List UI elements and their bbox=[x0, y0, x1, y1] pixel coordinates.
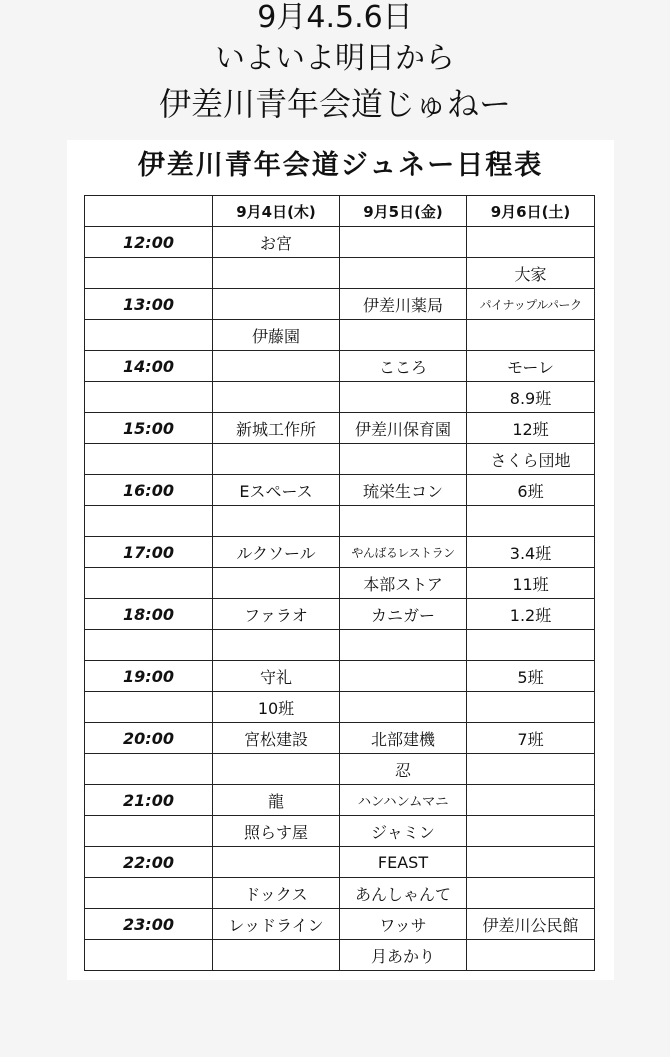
schedule-cell-day-2 bbox=[340, 506, 467, 537]
schedule-cell-day-3: パイナップルパーク bbox=[467, 289, 595, 320]
announcement-subtitle: いよいよ明日から bbox=[215, 41, 455, 76]
schedule-cell-day-1 bbox=[213, 351, 340, 382]
schedule-cell-day-2 bbox=[340, 630, 467, 661]
schedule-cell-day-1: お宮 bbox=[213, 227, 340, 258]
table-row bbox=[85, 413, 595, 444]
table-row bbox=[85, 754, 595, 785]
schedule-cell-day-2 bbox=[340, 320, 467, 351]
time-cell bbox=[85, 940, 213, 971]
schedule-cell-day-2: 本部ストア bbox=[340, 568, 467, 599]
schedule-cell-day-1: 新城工作所 bbox=[213, 413, 340, 444]
table-row bbox=[85, 878, 595, 909]
table-row bbox=[85, 258, 595, 289]
time-cell bbox=[85, 816, 213, 847]
announcement-event-name: 伊差川青年会道じゅねー bbox=[158, 85, 511, 123]
time-cell bbox=[85, 506, 213, 537]
schedule-cell-day-3: 6班 bbox=[467, 475, 595, 506]
schedule-cell-day-2: ハンハンムマニ bbox=[340, 785, 467, 816]
schedule-cell-day-2 bbox=[340, 661, 467, 692]
time-cell: 20:00 bbox=[85, 723, 213, 754]
time-cell bbox=[85, 878, 213, 909]
schedule-cell-day-2 bbox=[340, 258, 467, 289]
schedule-cell-day-1: 伊藤園 bbox=[213, 320, 340, 351]
header-day-3: 9月6日(土) bbox=[467, 196, 595, 227]
header-day-2: 9月5日(金) bbox=[340, 196, 467, 227]
schedule-cell-day-2 bbox=[340, 444, 467, 475]
table-row bbox=[85, 537, 595, 568]
schedule-cell-day-3: さくら団地 bbox=[467, 444, 595, 475]
time-cell: 19:00 bbox=[85, 661, 213, 692]
schedule-cell-day-3: 1.2班 bbox=[467, 599, 595, 630]
schedule-cell-day-2: 月あかり bbox=[340, 940, 467, 971]
schedule-cell-day-1: ファラオ bbox=[213, 599, 340, 630]
time-cell bbox=[85, 568, 213, 599]
schedule-cell-day-2: やんばるレストラン bbox=[340, 537, 467, 568]
schedule-cell-day-1 bbox=[213, 847, 340, 878]
table-row bbox=[85, 940, 595, 971]
schedule-cell-day-1: Eスペース bbox=[213, 475, 340, 506]
schedule-cell-day-3: 伊差川公民館 bbox=[467, 909, 595, 940]
time-cell bbox=[85, 258, 213, 289]
time-cell: 17:00 bbox=[85, 537, 213, 568]
schedule-cell-day-3 bbox=[467, 816, 595, 847]
schedule-cell-day-2: ジャミン bbox=[340, 816, 467, 847]
schedule-cell-day-1 bbox=[213, 382, 340, 413]
schedule-cell-day-2: FEAST bbox=[340, 847, 467, 878]
schedule-cell-day-1 bbox=[213, 754, 340, 785]
schedule-cell-day-3 bbox=[467, 847, 595, 878]
table-row bbox=[85, 568, 595, 599]
schedule-cell-day-1: ルクソール bbox=[213, 537, 340, 568]
schedule-title: 伊差川青年会道ジュネー日程表 bbox=[137, 150, 544, 181]
table-row bbox=[85, 382, 595, 413]
schedule-table bbox=[84, 195, 595, 971]
schedule-cell-day-2: あんしゃんて bbox=[340, 878, 467, 909]
time-cell bbox=[85, 754, 213, 785]
header-corner-cell bbox=[85, 196, 213, 227]
schedule-cell-day-3 bbox=[467, 320, 595, 351]
schedule-cell-day-1: 宮松建設 bbox=[213, 723, 340, 754]
schedule-cell-day-2: 忍 bbox=[340, 754, 467, 785]
time-cell: 16:00 bbox=[85, 475, 213, 506]
schedule-cell-day-2: ワッサ bbox=[340, 909, 467, 940]
table-row bbox=[85, 909, 595, 940]
time-cell: 18:00 bbox=[85, 599, 213, 630]
time-cell: 23:00 bbox=[85, 909, 213, 940]
schedule-cell-day-2 bbox=[340, 382, 467, 413]
table-row bbox=[85, 847, 595, 878]
time-cell: 14:00 bbox=[85, 351, 213, 382]
schedule-cell-day-1: 龍 bbox=[213, 785, 340, 816]
schedule-cell-day-1 bbox=[213, 258, 340, 289]
schedule-cell-day-2 bbox=[340, 227, 467, 258]
schedule-cell-day-2 bbox=[340, 692, 467, 723]
schedule-cell-day-3 bbox=[467, 630, 595, 661]
schedule-cell-day-2: こころ bbox=[340, 351, 467, 382]
table-row bbox=[85, 785, 595, 816]
schedule-cell-day-3: 7班 bbox=[467, 723, 595, 754]
table-row bbox=[85, 506, 595, 537]
schedule-cell-day-2: 伊差川薬局 bbox=[340, 289, 467, 320]
schedule-body bbox=[85, 227, 595, 971]
schedule-cell-day-1: レッドライン bbox=[213, 909, 340, 940]
schedule-cell-day-3: モーレ bbox=[467, 351, 595, 382]
table-row bbox=[85, 444, 595, 475]
table-row bbox=[85, 599, 595, 630]
schedule-cell-day-1: ドックス bbox=[213, 878, 340, 909]
schedule-cell-day-1 bbox=[213, 940, 340, 971]
schedule-cell-day-2: カニガー bbox=[340, 599, 467, 630]
schedule-cell-day-2: 伊差川保育園 bbox=[340, 413, 467, 444]
schedule-cell-day-3: 大家 bbox=[467, 258, 595, 289]
table-row bbox=[85, 289, 595, 320]
time-cell: 21:00 bbox=[85, 785, 213, 816]
table-row bbox=[85, 475, 595, 506]
schedule-cell-day-3 bbox=[467, 785, 595, 816]
table-row bbox=[85, 723, 595, 754]
schedule-cell-day-3: 5班 bbox=[467, 661, 595, 692]
schedule-cell-day-3 bbox=[467, 692, 595, 723]
table-row bbox=[85, 351, 595, 382]
schedule-cell-day-3: 3.4班 bbox=[467, 537, 595, 568]
schedule-cell-day-2: 琉栄生コン bbox=[340, 475, 467, 506]
schedule-header-row bbox=[85, 196, 595, 227]
schedule-cell-day-3: 11班 bbox=[467, 568, 595, 599]
time-cell bbox=[85, 382, 213, 413]
schedule-cell-day-3: 12班 bbox=[467, 413, 595, 444]
time-cell bbox=[85, 630, 213, 661]
time-cell: 15:00 bbox=[85, 413, 213, 444]
schedule-cell-day-3 bbox=[467, 227, 595, 258]
time-cell: 13:00 bbox=[85, 289, 213, 320]
table-row bbox=[85, 661, 595, 692]
schedule-cell-day-2: 北部建機 bbox=[340, 723, 467, 754]
table-row bbox=[85, 227, 595, 258]
schedule-cell-day-3 bbox=[467, 878, 595, 909]
schedule-cell-day-1: 10班 bbox=[213, 692, 340, 723]
table-row bbox=[85, 630, 595, 661]
time-cell: 22:00 bbox=[85, 847, 213, 878]
table-row bbox=[85, 320, 595, 351]
schedule-cell-day-1: 照らす屋 bbox=[213, 816, 340, 847]
time-cell: 12:00 bbox=[85, 227, 213, 258]
header-day-1: 9月4日(木) bbox=[213, 196, 340, 227]
table-row bbox=[85, 692, 595, 723]
schedule-cell-day-1 bbox=[213, 506, 340, 537]
schedule-cell-day-1 bbox=[213, 444, 340, 475]
schedule-cell-day-1 bbox=[213, 289, 340, 320]
time-cell bbox=[85, 692, 213, 723]
table-row bbox=[85, 816, 595, 847]
schedule-cell-day-3 bbox=[467, 940, 595, 971]
announcement-dates: 9月4.5.6日 bbox=[257, 0, 413, 35]
schedule-cell-day-3: 8.9班 bbox=[467, 382, 595, 413]
time-cell bbox=[85, 320, 213, 351]
schedule-cell-day-3 bbox=[467, 754, 595, 785]
schedule-cell-day-1 bbox=[213, 568, 340, 599]
schedule-cell-day-3 bbox=[467, 506, 595, 537]
time-cell bbox=[85, 444, 213, 475]
schedule-cell-day-1 bbox=[213, 630, 340, 661]
schedule-cell-day-1: 守礼 bbox=[213, 661, 340, 692]
